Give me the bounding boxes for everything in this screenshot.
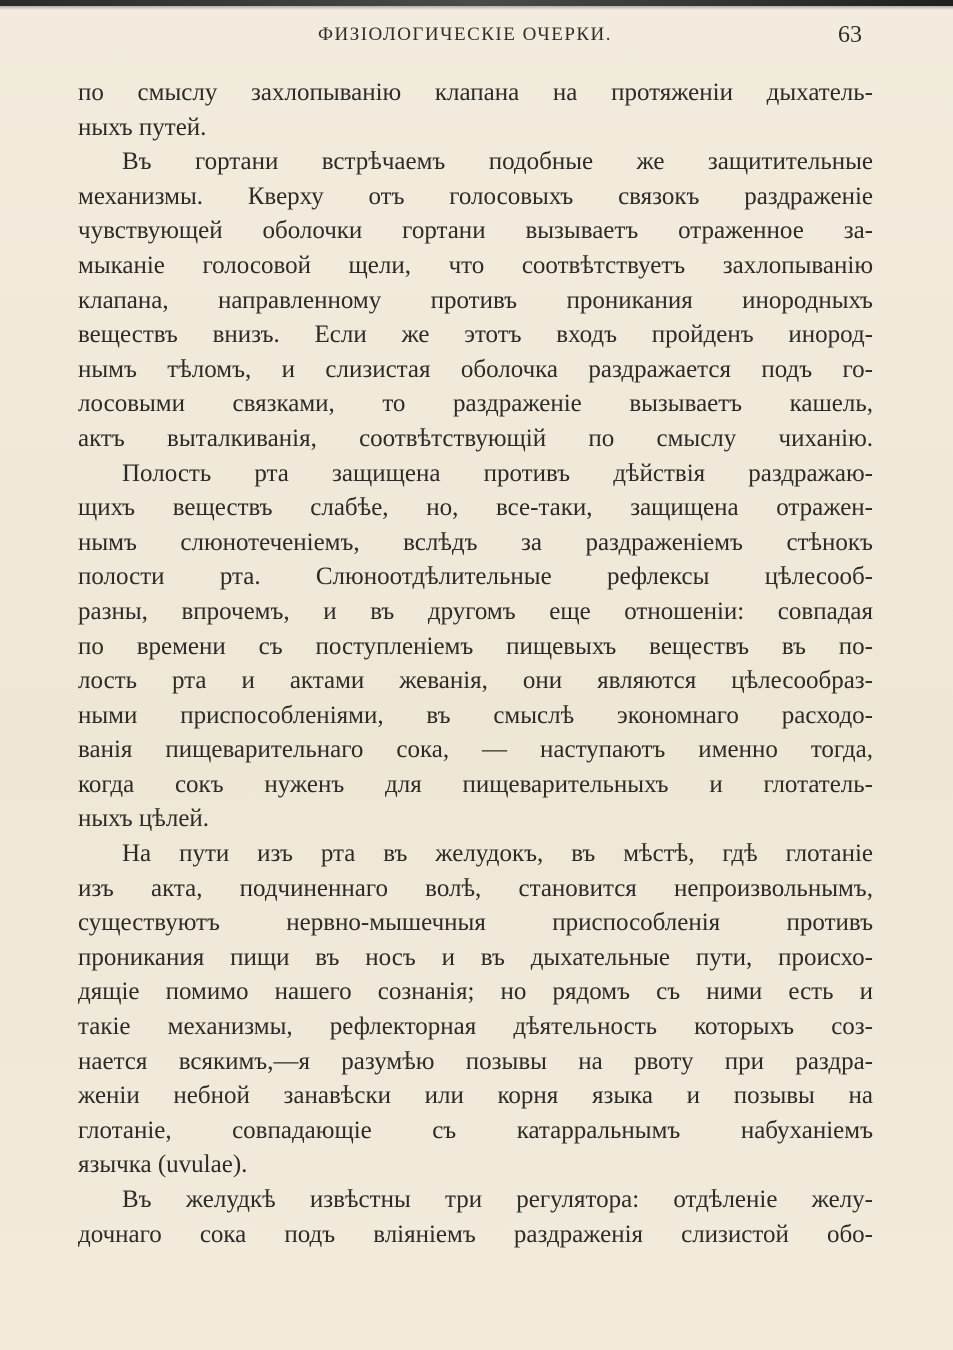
text-line: проникания пищи въ носъ и въ дыхательные пути, происхо- <box>78 943 873 971</box>
text-line: механизмы. Кверху отъ голосовыхъ связокъ раздраженіе <box>78 182 873 210</box>
text-line: чувствующей оболочки гортани вызываетъ отраженное за- <box>78 217 873 245</box>
text-line: веществъ внизъ. Если же этотъ входъ пройденъ инород- <box>78 321 873 349</box>
text-line: Полость рта защищена противъ дѣйствія раздражаю- <box>122 459 873 487</box>
text-line: дящіе помимо нашего сознанія; но рядомъ съ ними есть и <box>78 978 873 1006</box>
text-line: изъ акта, подчиненнаго волѣ, становится непроизвольнымъ, <box>78 874 873 902</box>
text-line: полости рта. Слюноотдѣлительные рефлексы цѣлесооб- <box>78 563 873 591</box>
text-line: такіе механизмы, рефлекторная дѣятельность которыхъ соз- <box>78 1013 873 1041</box>
text-line: ными приспособленіями, въ смыслѣ экономнаго расходо- <box>78 701 873 729</box>
body-text <box>78 76 873 1252</box>
text-line: разны, впрочемъ, и въ другомъ еще отношеніи: совпадая <box>78 597 873 625</box>
text-line: лость рта и актами жеванія, они являются цѣлесообраз- <box>78 667 873 695</box>
text-line: нымъ слюнотеченіемъ, вслѣдъ за раздраженіемъ стѣнокъ <box>78 528 873 556</box>
text-line: щихъ веществъ слабѣе, но, все-таки, защищена отражен- <box>78 494 873 522</box>
text-line: актъ выталкиванія, соотвѣтствующій по смыслу чиханію. <box>78 424 873 452</box>
text-line: ныхъ цѣлей. <box>78 805 210 833</box>
text-line: ныхъ путей. <box>78 113 207 141</box>
page-number: 63 <box>838 22 862 48</box>
text-line: ванія пищеварительнаго сока, — наступаютъ именно тогда, <box>78 736 873 764</box>
page-top-edge-shadow <box>0 6 953 10</box>
text-line: когда сокъ нуженъ для пищеварительныхъ и глотатель- <box>78 770 873 798</box>
text-line: Въ желудкѣ извѣстны три регулятора: отдѣленіе желу- <box>122 1186 873 1213</box>
running-title: ФИЗІОЛОГИЧЕСКІЕ ОЧЕРКИ. <box>317 24 613 45</box>
text-line: клапана, направленному противъ проникания инородныхъ <box>78 286 873 314</box>
text-line: по смыслу захлопыванію клапана на протяженіи дыхатель- <box>78 79 873 106</box>
text-line: глотаніе, совпадающіе съ катарральнымъ набуханіемъ <box>78 1116 873 1144</box>
text-line: существуютъ нервно-мышечныя приспособленія противъ <box>78 909 873 937</box>
text-line: мыканіе голосовой щели, что соотвѣтствуетъ захлопыванію <box>78 251 873 279</box>
text-line: нается всякимъ,—я разумѣю позывы на рвоту при раздра- <box>78 1047 873 1075</box>
text-line: по времени съ поступленіемъ пищевыхъ веществъ въ по- <box>78 632 873 660</box>
text-line: дочнаго сока подъ вліяніемъ раздраженія слизистой обо- <box>78 1220 873 1248</box>
page-header <box>0 24 953 54</box>
text-line: язычка (uvulae). <box>78 1151 248 1179</box>
text-line: лосовыми связками, то раздраженіе вызываетъ кашель, <box>78 390 873 418</box>
text-line: На пути изъ рта въ желудокъ, въ мѣстѣ, гдѣ глотаніе <box>122 840 873 868</box>
text-line: Въ гортани встрѣчаемъ подобные же защитительные <box>122 148 873 176</box>
text-line: нымъ тѣломъ, и слизистая оболочка раздражается подъ го- <box>78 355 873 383</box>
text-line: женіи небной занавѣски или корня языка и позывы на <box>78 1082 873 1110</box>
